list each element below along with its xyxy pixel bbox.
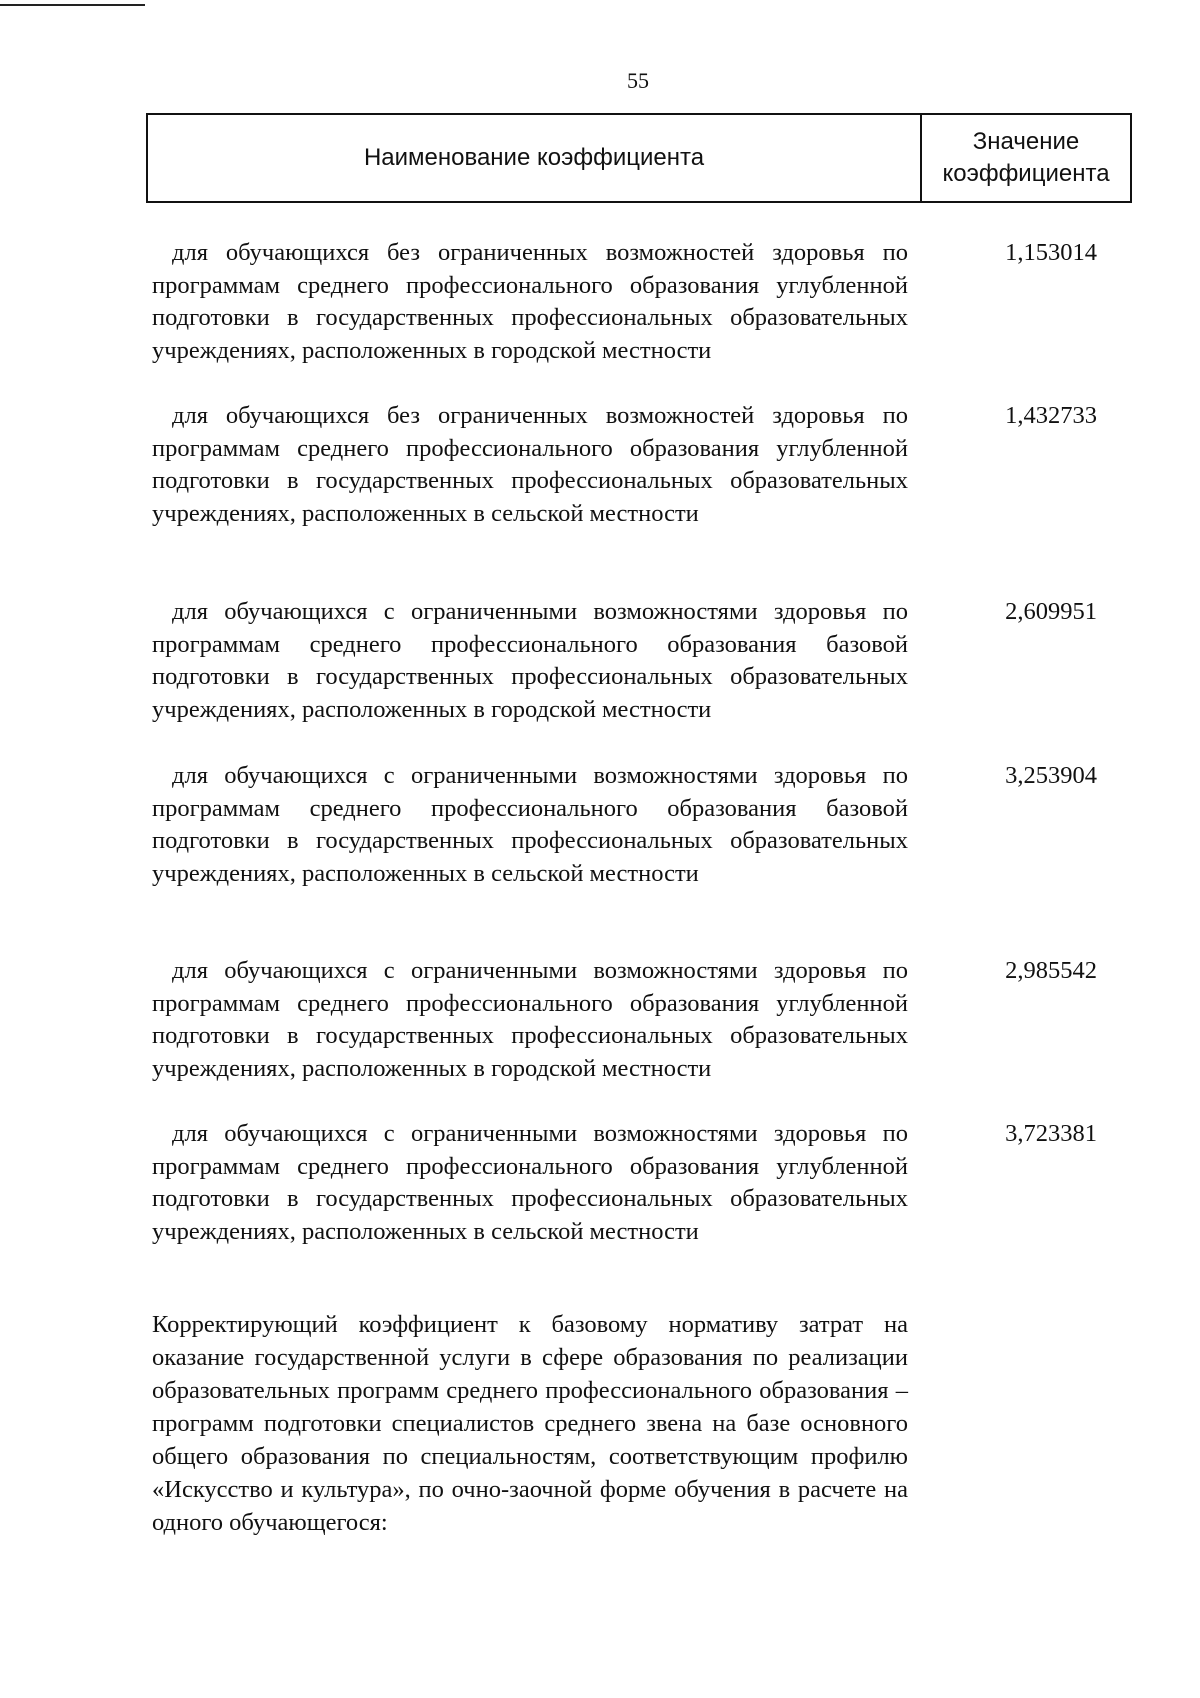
row-description: для обучающихся с ограниченными возможностями здоровья по программам среднего профессионального образования базовой подготовки в государственных профессиональных образовательных учреждениях, расположенных в сельской местности [152, 762, 908, 887]
row-description: для обучающихся без ограниченных возможностей здоровья по программам среднего профессионального образования углубленной подготовки в государственных профессиональных образовательных учреждениях, расположенных в городской местности [152, 239, 908, 364]
row-value: 3,723381 [1005, 1120, 1097, 1147]
row-description: для обучающихся с ограниченными возможностями здоровья по программам среднего профессионального образования углубленной подготовки в государственных профессиональных образовательных учреждениях, расположенных в сельской местности [152, 1120, 908, 1245]
row-description: для обучающихся без ограниченных возможностей здоровья по программам среднего профессионального образования углубленной подготовки в государственных профессиональных образовательных учреждениях, расположенных в сельской местности [152, 402, 908, 527]
table-row [152, 760, 1152, 890]
table-row [152, 237, 1152, 367]
table-header [146, 113, 1132, 203]
column-header-name: Наименование коэффициента [148, 115, 922, 201]
row-value: 1,153014 [1005, 239, 1097, 266]
row-description: для обучающихся с ограниченными возможностями здоровья по программам среднего профессионального образования углубленной подготовки в государственных профессиональных образовательных учреждениях, расположенных в городской местности [152, 957, 908, 1082]
top-rule [0, 4, 145, 6]
table-row [152, 596, 1152, 726]
table-row [152, 1118, 1152, 1248]
page-number: 55 [627, 68, 649, 93]
table-row [152, 955, 1152, 1085]
closing-paragraph: Корректирующий коэффициент к базовому нормативу затрат на оказание государственной услуги в сфере образования по реализации образовательных программ среднего профессионального образования – программ подготовки специалистов среднего звена на базе основного общего образования по специальностям, соответствующим профилю «Искусство и культура», по очно-заочной форме обучения в расчете на одного обучающегося: [152, 1311, 908, 1536]
column-header-value: Значение коэффициента [942, 128, 1110, 187]
row-description: для обучающихся с ограниченными возможностями здоровья по программам среднего профессионального образования базовой подготовки в государственных профессиональных образовательных учреждениях, расположенных в городской местности [152, 598, 908, 723]
row-value: 2,985542 [1005, 957, 1097, 984]
row-value: 2,609951 [1005, 598, 1097, 625]
table-row [152, 400, 1152, 530]
row-value: 1,432733 [1005, 402, 1097, 429]
row-value: 3,253904 [1005, 762, 1097, 789]
